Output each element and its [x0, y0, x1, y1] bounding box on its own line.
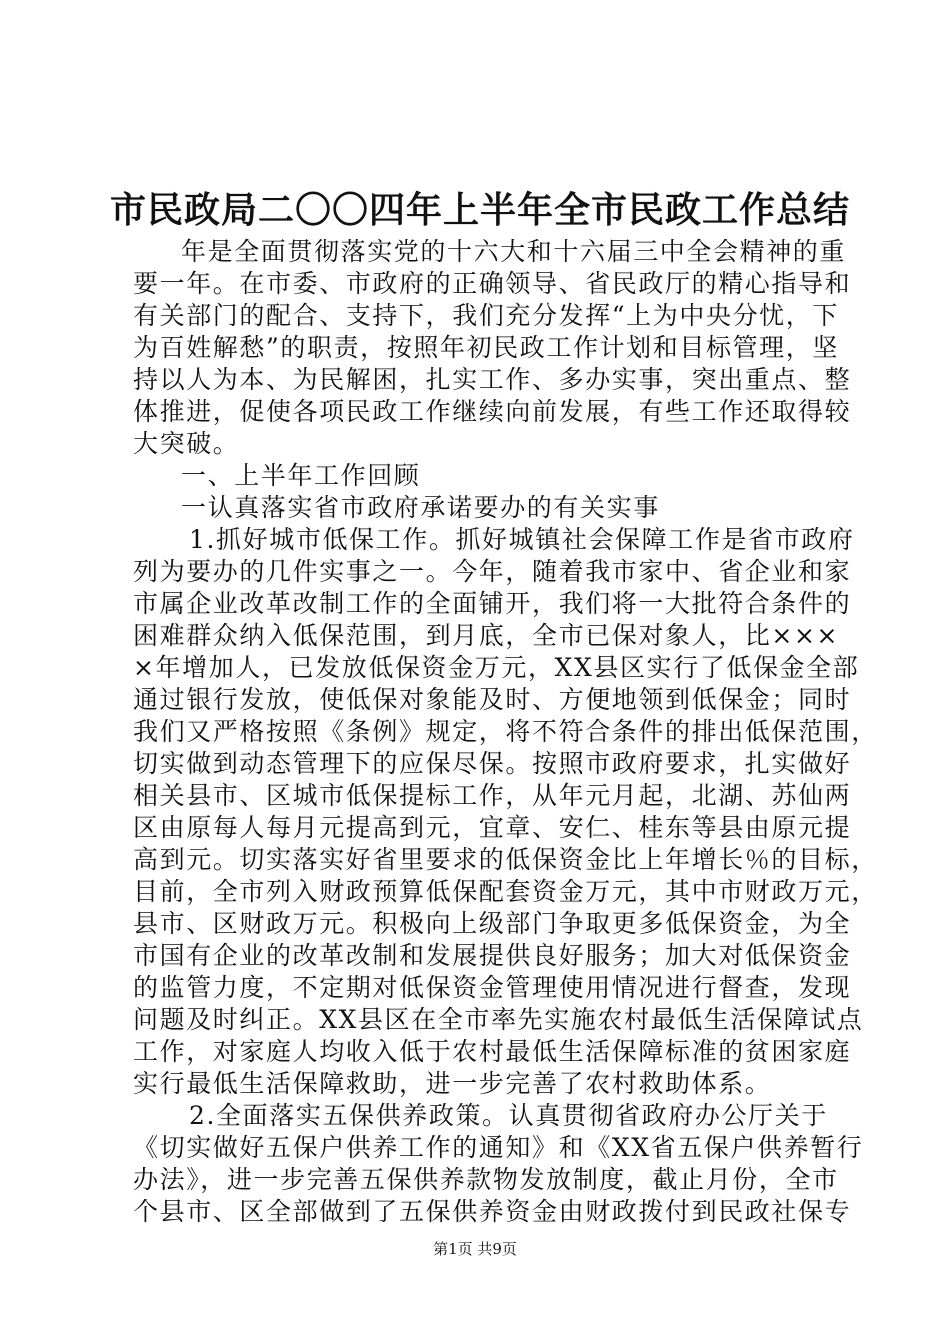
paragraph-line: 个县市、区全部做到了五保供养资金由财政拨付到民政社保专 — [133, 1197, 852, 1226]
paragraph-line: ×年增加人，已发放低保资金万元，XX县区实行了低保金全部 — [133, 653, 860, 682]
paragraph-line: 体推进，促使各项民政工作继续向前发展，有些工作还取得较 — [133, 397, 852, 426]
paragraph-line: 1.抓好城市低保工作。抓好城镇社会保障工作是省市政府 — [189, 525, 855, 554]
document-title: 市民政局二〇〇四年上半年全市民政工作总结 — [110, 189, 851, 231]
paragraph-line: 列为要办的几件实事之一。今年，随着我市家中、省企业和家 — [133, 557, 852, 586]
paragraph-line: 实行最低生活保障救助，进一步完善了农村救助体系。 — [133, 1069, 772, 1098]
paragraph-line: 要一年。在市委、市政府的正确领导、省民政厅的精心指导和 — [133, 269, 852, 298]
paragraph-line: 我们又严格按照《条例》规定，将不符合条件的排出低保范围， — [133, 717, 878, 746]
section-heading: 一、上半年工作回顾 — [181, 461, 421, 490]
paragraph-line: 年是全面贯彻落实党的十六大和十六届三中全会精神的重 — [181, 237, 847, 266]
paragraph-line: 办法》，进一步完善五保供养款物发放制度，截止月份，全市 — [133, 1165, 839, 1194]
paragraph-line: 《切实做好五保户供养工作的通知》和《XX省五保户供养暂行 — [133, 1133, 864, 1162]
subsection-heading: 一认真落实省市政府承诺要办的有关实事 — [181, 493, 660, 522]
paragraph-line: 问题及时纠正。XX县区在全市率先实施农村最低生活保障试点 — [133, 1005, 864, 1034]
paragraph-line: 持以人为本、为民解困，扎实工作、多办实事，突出重点、整 — [133, 365, 852, 394]
paragraph-line: 区由原每人每月元提高到元，宜章、安仁、桂东等县由原元提 — [133, 813, 852, 842]
paragraph-line: 困难群众纳入低保范围，到月底，全市已保对象人，比××× — [133, 621, 840, 650]
paragraph-line: 工作，对家庭人均收入低于农村最低生活保障标准的贫困家庭 — [133, 1037, 852, 1066]
paragraph-line: 通过银行发放，使低保对象能及时、方便地领到低保金；同时 — [133, 685, 852, 714]
paragraph-line: 2.全面落实五保供养政策。认真贯彻省政府办公厅关于 — [189, 1101, 828, 1130]
paragraph-line: 市国有企业的改革改制和发展提供良好服务；加大对低保资金 — [133, 941, 852, 970]
paragraph-line: 相关县市、区城市低保提标工作，从年元月起，北湖、苏仙两 — [133, 781, 852, 810]
paragraph-line: 市属企业改革改制工作的全面铺开，我们将一大批符合条件的 — [133, 589, 852, 618]
paragraph-line: 县市、区财政万元。积极向上级部门争取更多低保资金，为全 — [133, 909, 852, 938]
document-body — [133, 236, 878, 1228]
paragraph-line: 为百姓解愁”的职责，按照年初民政工作计划和目标管理，坚 — [133, 333, 839, 362]
paragraph-line: 有关部门的配合、支持下，我们充分发挥“上为中央分忧，下 — [133, 301, 839, 330]
paragraph-line: 大突破。 — [133, 429, 240, 458]
paragraph-line: 切实做到动态管理下的应保尽保。按照市政府要求，扎实做好 — [133, 749, 852, 778]
page-number: 第1页 共9页 — [433, 1240, 517, 1258]
paragraph-line: 目前，全市列入财政预算低保配套资金万元，其中市财政万元， — [133, 877, 878, 906]
paragraph-line: 高到元。切实落实好省里要求的低保资金比上年增长％的目标， — [133, 845, 878, 874]
paragraph-line: 的监管力度，不定期对低保资金管理使用情况进行督查，发现 — [133, 973, 852, 1002]
